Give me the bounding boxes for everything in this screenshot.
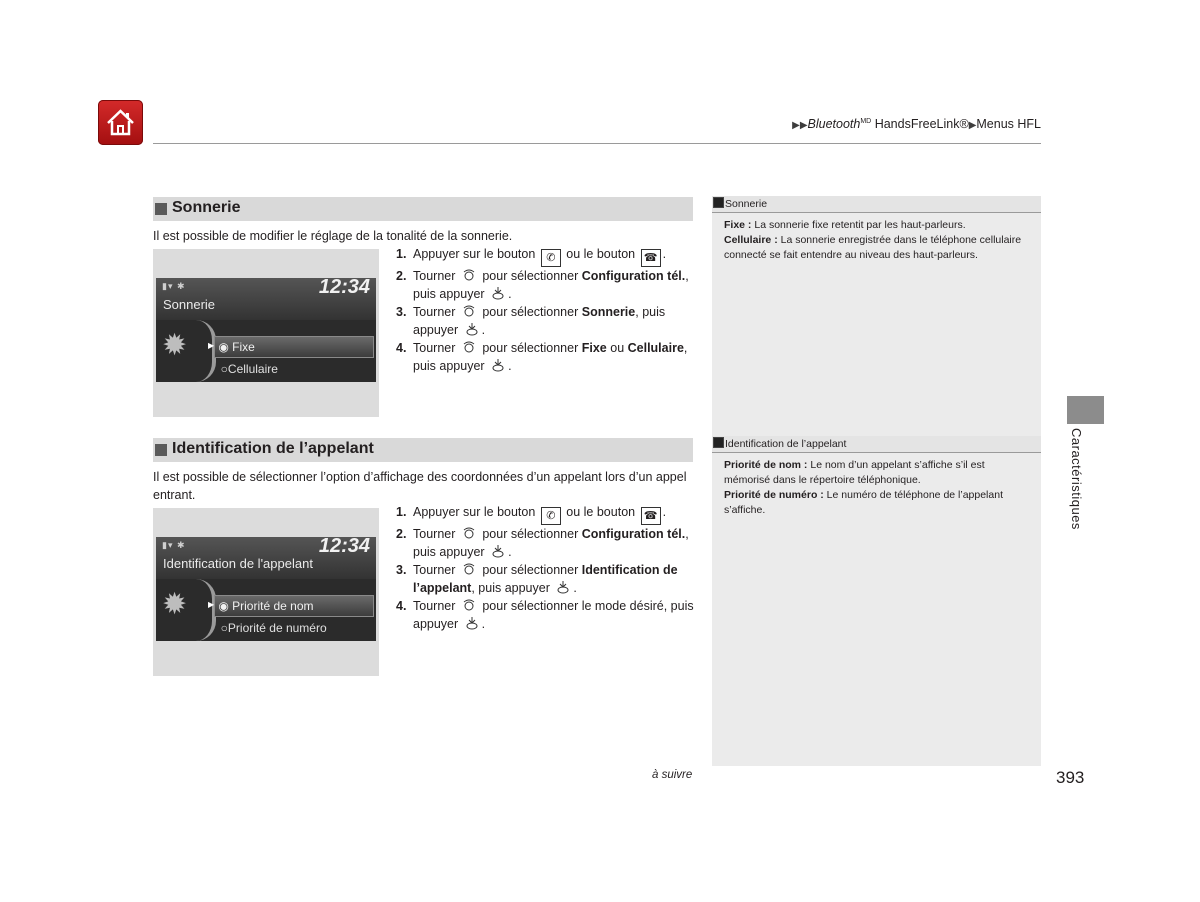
menu-option: ○Cellulaire [214,362,278,376]
breadcrumb [792,117,1041,131]
home-icon [104,106,137,139]
press-knob-icon [491,358,505,372]
breadcrumb-bluetooth[interactable]: Bluetooth [807,117,861,131]
step: 1. Appuyer sur le bouton ✆ ou le bouton ☎ . [396,245,696,267]
selector-knob-icon [462,598,476,612]
section-title: Identification de l’appelant [172,440,374,457]
dial-arc [196,320,216,382]
note-line: Priorité de nom : Le nom d’un appelant s’affiche s’il est mémorisé dans le répertoire téléphonique. [724,459,985,486]
phone-button-icon: ✆ [541,507,561,525]
menu-option-selected: ◉ Fixe [214,336,374,358]
display-header [156,278,376,320]
step: 1. Appuyer sur le bouton ✆ ou le bouton ☎ . [396,503,696,525]
selector-knob-icon [462,526,476,540]
gear-icon: ✹ [162,329,188,362]
gear-icon: ✹ [162,588,188,621]
section-marker-icon [155,444,167,456]
section-intro: Il est possible de sélectionner l’option d’affichage des coordonnées d’un appelant lors d’un appel entrant. [153,470,687,502]
steps-list-identification [396,503,696,633]
selection-pointer-icon: ▶ [208,600,215,609]
dial-arc [196,579,216,641]
display-header [156,537,376,579]
press-knob-icon [465,322,479,336]
header-divider [153,143,1041,144]
section-heading-identification [153,438,693,462]
clock: 12:34 [318,276,370,298]
press-knob-icon [491,286,505,300]
note-header-identification: Identification de l’appelant [712,436,1041,453]
note-line: Fixe : La sonnerie fixe retentit par les haut-parleurs. [724,219,966,231]
phone-button-icon: ✆ [541,249,561,267]
note-line: Cellulaire : La sonnerie enregistrée dans le téléphone cellulaire connecté se fait entendre au niveau des haut-parleurs. [724,234,1022,261]
step: 4. Tourner pour sélectionner le mode désiré, puis appuyer . [396,599,694,631]
selector-knob-icon [462,340,476,354]
press-knob-icon [465,616,479,630]
note-body-identification [724,458,1024,518]
screen-image-identification [153,508,379,676]
menu-option: ○Priorité de numéro [214,621,327,635]
selector-knob-icon [462,304,476,318]
clock: 12:34 [318,535,370,557]
note-line: Priorité de numéro : Le numéro de téléphone de l’appelant s’affiche. [724,489,1003,516]
chapter-label[interactable]: Caractéristiques [1069,428,1084,530]
chapter-tab[interactable] [1067,396,1104,424]
selector-knob-icon [462,268,476,282]
section-marker-icon [155,203,167,215]
display-title: Identification de l'appelant [163,556,313,571]
breadcrumb-hfl[interactable]: HandsFreeLink® [871,117,969,131]
breadcrumb-arrow-icon: ▶ [968,120,977,131]
page-number: 393 [1056,768,1085,787]
breadcrumb-arrow-icon: ▶▶ [792,120,808,131]
menu-option-selected: ◉ Priorité de nom [214,595,374,617]
press-knob-icon [491,544,505,558]
status-icons: ▮▾ ✱ [162,540,186,550]
breadcrumb-menus[interactable]: Menus HFL [976,117,1041,131]
status-icons: ▮▾ ✱ [162,281,186,291]
display-title: Sonnerie [163,297,216,312]
note-body-sonnerie [724,218,1024,263]
section-heading-sonnerie [153,197,693,221]
screen-image-sonnerie [153,249,379,417]
step: 4. Tourner pour sélectionner Fixe ou Cellulaire, puis appuyer . [396,341,688,373]
section-intro: Il est possible de modifier le réglage de la tonalité de la sonnerie. [153,229,513,243]
display-screen [156,537,376,641]
step: 2. Tourner pour sélectionner Configuration tél., puis appuyer . [396,269,689,301]
steps-list-sonnerie [396,245,696,375]
step: 3. Tourner pour sélectionner Sonnerie, puis appuyer . [396,305,666,337]
selector-knob-icon [462,562,476,576]
press-knob-icon [556,580,570,594]
display-screen [156,278,376,382]
side-notes-column [712,196,1041,766]
home-button[interactable] [98,100,143,145]
section-title: Sonnerie [172,199,241,216]
note-marker-icon [713,437,724,448]
note-marker-icon [713,197,724,208]
phone-pickup-icon: ☎ [641,507,661,525]
step: 3. Tourner pour sélectionner Identification de l’appelant, puis appuyer . [396,563,678,595]
note-header-sonnerie: Sonnerie [712,196,1041,213]
selection-pointer-icon: ▶ [208,341,215,350]
phone-pickup-icon: ☎ [641,249,661,267]
step: 2. Tourner pour sélectionner Configuration tél., puis appuyer . [396,527,689,559]
continue-label: à suivre [652,769,693,781]
breadcrumb-sup: MD [860,117,872,125]
